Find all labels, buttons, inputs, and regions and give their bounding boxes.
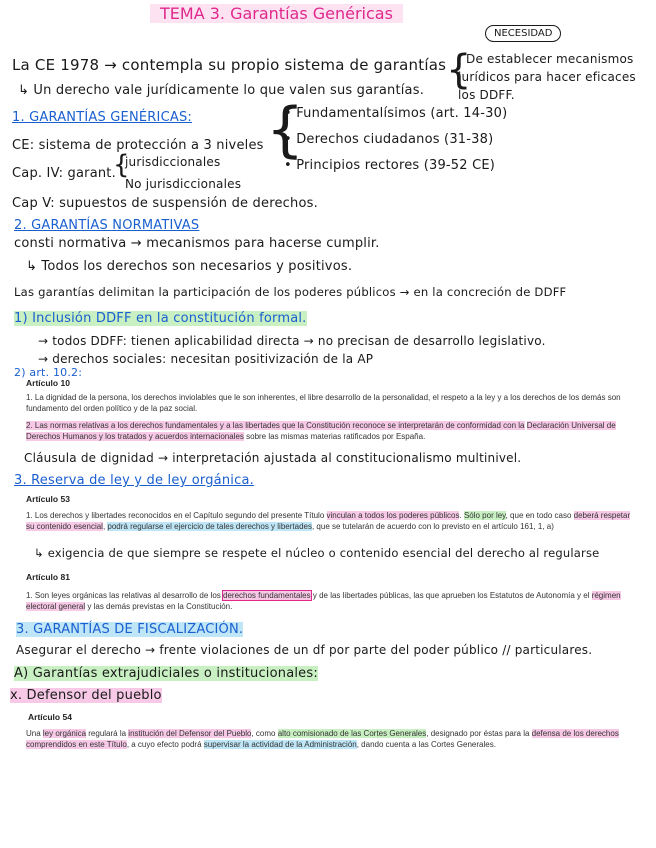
art53-heading: Artículo 53: [26, 494, 70, 504]
art10-p2c: sobre las mismas materias ratificados por España.: [243, 432, 426, 441]
art54-j: supervisar la actividad de la Administración: [203, 740, 357, 749]
brace-cap: {: [113, 150, 130, 180]
sub1-heading: 1) Inclusión DDFF en la constitución formal.: [14, 311, 307, 326]
section2-heading: 2. GARANTÍAS NORMATIVAS: [14, 218, 200, 233]
art10-note: Cláusula de dignidad → interpretación ajustada al constitucionalismo multinivel.: [24, 451, 522, 465]
list-item-2: • Derechos ciudadanos (31-38): [284, 132, 494, 147]
art54-heading: Artículo 54: [28, 712, 72, 722]
intro-line1: La CE 1978 → contempla su propio sistema de garantías: [12, 56, 447, 74]
subA1: x. Defensor del pueblo: [10, 688, 162, 703]
art54-e: , como: [251, 729, 278, 738]
art53-a: 1. Los derechos y libertades reconocidos en el Capítulo segundo del presente Título: [26, 511, 327, 520]
art53-b: vinculan a todos los poderes públicos: [326, 511, 460, 520]
section2-line3: Las garantías delimitan la participación de los poderes públicos → en la concreción de DDFF: [14, 285, 567, 299]
art54-d: institución del Defensor del Pueblo: [128, 729, 252, 738]
sub1b: → derechos sociales: necesitan positivización de la AP: [38, 352, 374, 366]
art81-heading: Artículo 81: [26, 572, 70, 582]
cap-opt1: jurisdiccionales: [125, 155, 221, 169]
art81-e: y las demás previstas en la Constitución.: [85, 602, 233, 611]
art81-d: régimen electoral general: [26, 591, 621, 611]
art81-b: derechos fundamentales: [223, 591, 311, 600]
sub1a: → todos DDFF: tienen aplicabilidad directa → no precisan de desarrollo legislativo.: [38, 334, 546, 348]
intro-right1: De establecer mecanismos: [466, 52, 634, 66]
art53-text: [26, 510, 634, 532]
art53-d: Sólo por ley: [463, 511, 506, 520]
brace-list: {: [266, 95, 305, 165]
cap-opt2: No jurisdiccionales: [125, 177, 242, 191]
ce-line: CE: sistema de protección a 3 niveles: [12, 138, 264, 153]
subA-heading: A) Garantías extrajudiciales o institucionales:: [14, 666, 318, 681]
art81-a: 1. Son leyes orgánicas las relativas al desarrollo de los: [26, 591, 223, 600]
page-title: TEMA 3. Garantías Genéricas: [150, 4, 403, 23]
brace-right: {: [446, 47, 472, 93]
intro-right2: jurídicos para hacer eficaces: [458, 70, 636, 84]
art53-i: , que se tutelarán de acuerdo con lo previsto en el artículo 161, 1, a): [311, 522, 554, 531]
art54-f: alto comisionado de las Cortes Generales: [277, 729, 427, 738]
intro-right3: los DDFF.: [458, 88, 515, 102]
art53-c: .: [459, 511, 464, 520]
intro-line2: ↳ Un derecho vale jurídicamente lo que valen sus garantías.: [18, 83, 425, 98]
list-item-1: • Fundamentalísimos (art. 14-30): [284, 106, 508, 121]
art54-i: , a cuyo efecto podrá: [126, 740, 204, 749]
art53-f: deberá respetar su contenido esencial: [26, 511, 631, 531]
section3f-line1: Asegurar el derecho → frente violaciones de un df por parte del poder público // particulares.: [16, 643, 593, 657]
section3f-heading: 3. GARANTÍAS DE FISCALIZACIÓN.: [16, 622, 244, 637]
section2-line2: ↳ Todos los derechos son necesarios y positivos.: [26, 259, 353, 274]
sub2-heading: 2) art. 10.2:: [14, 366, 83, 379]
necesidad-badge: NECESIDAD: [485, 25, 561, 42]
art54-h: defensa de los derechos comprendidos en este Título: [26, 729, 619, 749]
art54-c: regulará la: [86, 729, 129, 738]
section2-line1: consti normativa → mecanismos para hacerse cumplir.: [14, 236, 380, 251]
section1-heading: 1. GARANTÍAS GENÉRICAS:: [12, 110, 192, 125]
cap-label: Cap. IV: garant.: [12, 166, 116, 181]
art54-a: Una: [26, 729, 43, 738]
art81-c: y de las libertades públicas, las que aprueben los Estatutos de Autonomía y el: [310, 591, 592, 600]
art54-b: ley orgánica: [42, 729, 87, 738]
art54-g: , designado por éstas para la: [426, 729, 532, 738]
art10-p2b: Declaración Universal de Derechos Humanos y los tratados y acuerdos internacionales: [26, 421, 616, 441]
art10-p2: [26, 420, 630, 442]
list-item-3: • Principios rectores (39-52 CE): [284, 158, 496, 173]
art53-g: ,: [102, 522, 108, 531]
art10-p1: 1. La dignidad de la persona, los derechos inviolables que le son inherentes, el libre desarrollo de la personalidad, el respeto a la ley y a los derechos de los demás son fundamento del orden político y de la paz social.: [26, 393, 621, 413]
art10-heading: Artículo 10: [26, 378, 70, 388]
art53-e: , que en todo caso: [505, 511, 574, 520]
art53-note: ↳ exigencia de que siempre se respete el núcleo o contenido esencial del derecho al regularse: [34, 546, 600, 560]
art54-k: , dando cuenta a las Cortes Generales.: [356, 740, 496, 749]
art81-text: [26, 590, 634, 612]
capv-line: Cap V: supuestos de suspensión de derechos.: [12, 196, 318, 211]
art54-text: [26, 728, 628, 750]
section3r-heading: 3. Reserva de ley y de ley orgánica.: [14, 473, 254, 488]
art53-h: podrá regularse el ejercicio de tales derechos y libertades: [107, 522, 312, 531]
art10-p2a: 2. Las normas relativas a los derechos fundamentales y a las libertades que la Constitución reconoce se interpretarán de conformidad con la: [26, 421, 525, 430]
